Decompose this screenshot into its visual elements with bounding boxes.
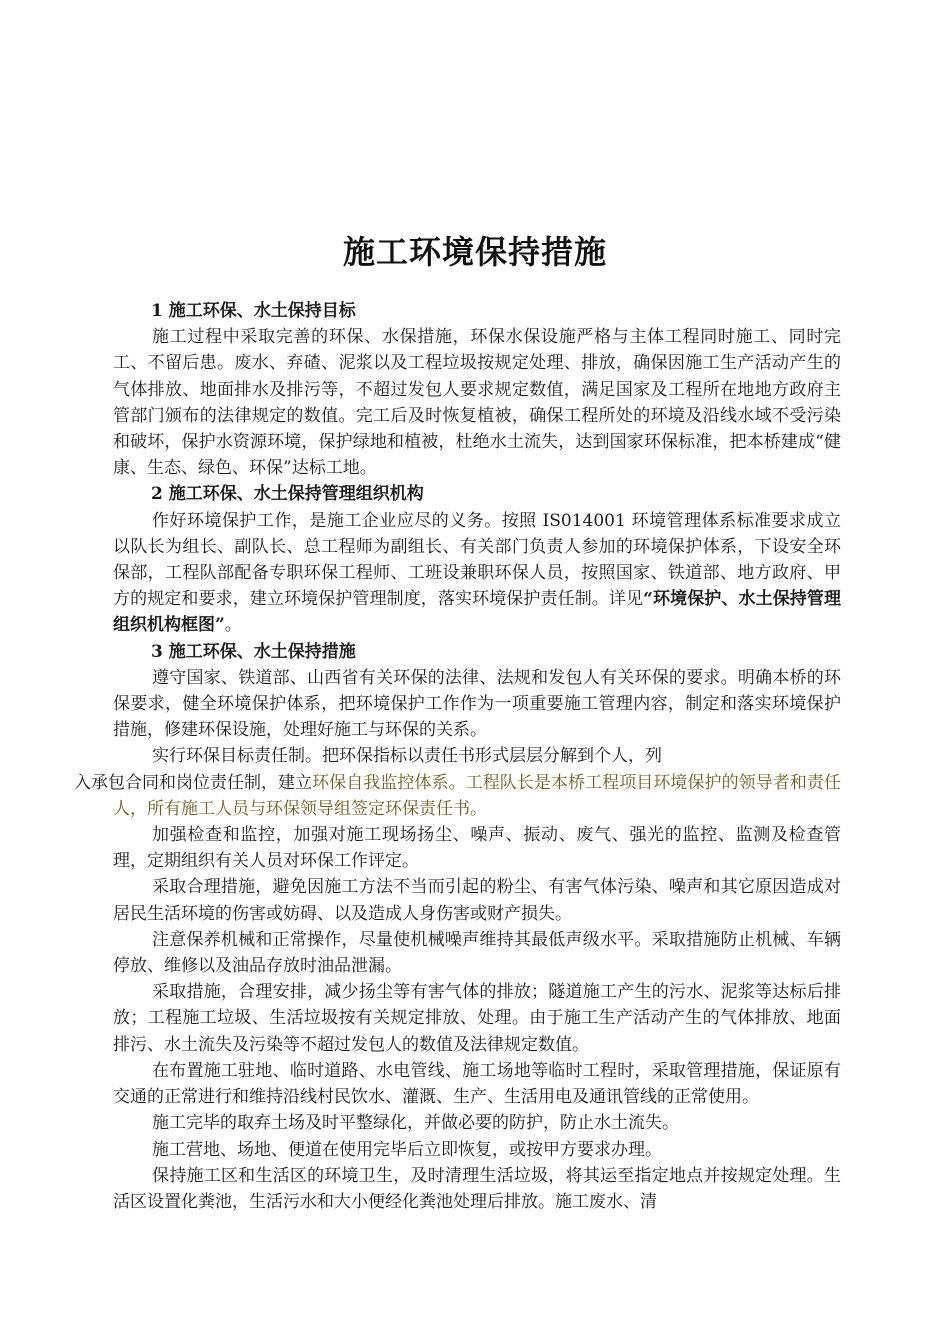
section-1-paragraph: 施工过程中采取完善的环保、水保措施，环保水保设施严格与主体工程同时施工、同时完工、不留后患。废水、弃碴、泥浆以及工程垃圾按规定处理、排放，确保因施工生产活动产生的气体排放、地面排水及排污等，不超过发包人要求规定数值，满足国家及工程所在地地方政府主管部门颁布的法律规定的数值。完工后及时恢复植被，确保工程所处的环境及沿线水域不受污染和破坏，保护水资源环境，保护绿地和植被，杜绝水土流失，达到国家环保标准，把本桥建成“健康、生态、绿色、环保”达标工地。 <box>113 327 841 479</box>
section-2-chart-reference: “环境保护、水土保持管理组织机构框图” <box>113 589 842 636</box>
section-3-heading: 3 施工环保、水土保持措施 <box>151 641 356 662</box>
section-3-paragraph-5: 注意保养机械和正常操作，尽量使机械噪声维持其最低声级水平。采取措施防止机械、车辆停放、维修以及油品存放时油品泄漏。 <box>113 929 841 977</box>
paragraph-2-line-1: 实行环保目标责任制。把环保指标以责任书形式层层分解到个人，列 <box>152 746 662 767</box>
section-3-paragraph-3: 加强检查和监控，加强对施工现场扬尘、噪声、振动、废气、强光的监控、监测及检查管理，定期组织有关人员对环保工作评定。 <box>113 825 841 872</box>
section-2-paragraph <box>113 508 841 639</box>
section-3-paragraph-7: 在布置施工驻地、临时道路、水电管线、施工场地等临时工程时，采取管理措施，保证原有交通的正常进行和维持沿线村民饮水、灌溉、生产、生活用电及通讯管线的正常使用。 <box>113 1060 841 1108</box>
section-1-heading: 1 施工环保、水土保持目标 <box>151 301 356 321</box>
document-body <box>74 298 842 1215</box>
paragraph-2-line-2: 入承包合同和岗位责任制，建立 <box>74 772 312 793</box>
section-3-paragraph-9: 施工营地、场地、便道在使用完毕后立即恢复，或按甲方要求办理。 <box>152 1139 662 1160</box>
section-2-end: 。 <box>224 615 242 636</box>
section-3-paragraph-1: 遵守国家、铁道部、山西省有关环保的法律、法规和发包人有关环保的要求。明确本桥的环保要求，健全环境保护体系，把环境保护工作作为一项重要施工管理内容，制定和落实环境保护措施，修建环保设施，处理好施工与环保的关系。 <box>113 667 841 741</box>
section-3-paragraph-6: 采取措施，合理安排，减少扬尘等有害气体的排放；隧道施工产生的污水、泥浆等达标后排放；工程施工垃圾、生活垃圾按有关规定排放、处理。由于施工生产活动产生的气体排放、地面排污、水土流失及污染等不超过发包人的数值及法律规定数值。 <box>113 982 841 1055</box>
section-3-paragraph-10: 保持施工区和生活区的环境卫生，及时清理生活垃圾，将其运至指定地点并按规定处理。生活区设置化粪池，生活污水和大小便经化粪池处理后排放。施工废水、清 <box>113 1165 841 1212</box>
section-3-paragraph-2 <box>74 743 841 822</box>
paragraph-2-highlight: 环保自我监控体系。工程队长是本桥工程项目环境保护的领导者和责任人，所有施工人员与环保领导组签定环保责任书。 <box>113 772 841 819</box>
section-3-paragraph-4: 采取合理措施，避免因施工方法不当而引起的粉尘、有害气体污染、噪声和其它原因造成对居民生活环境的伤害或妨碍、以及造成人身伤害或财产损失。 <box>113 877 841 924</box>
section-2-heading: 2 施工环保、水土保持管理组织机构 <box>151 484 424 505</box>
page-title: 施工环境保持措施 <box>342 233 607 271</box>
section-2-text: 作好环境保护工作，是施工企业应尽的义务。按照 IS014001 环境管理体系标准要求成立以队长为组长、副队长、总工程师为副组长、有关部门负责人参加的环境保护体系，下设安全环保部，工程队部配备专职环保工程师、工班设兼职环保人员，按照国家、铁道部、地方政府、甲方的规定和要求，建立环境保护管理制度，落实环境保护责任制。详见 <box>113 510 841 610</box>
section-3-paragraph-8: 施工完毕的取弃土场及时平整绿化，并做必要的防护，防止水土流失。 <box>152 1113 679 1134</box>
